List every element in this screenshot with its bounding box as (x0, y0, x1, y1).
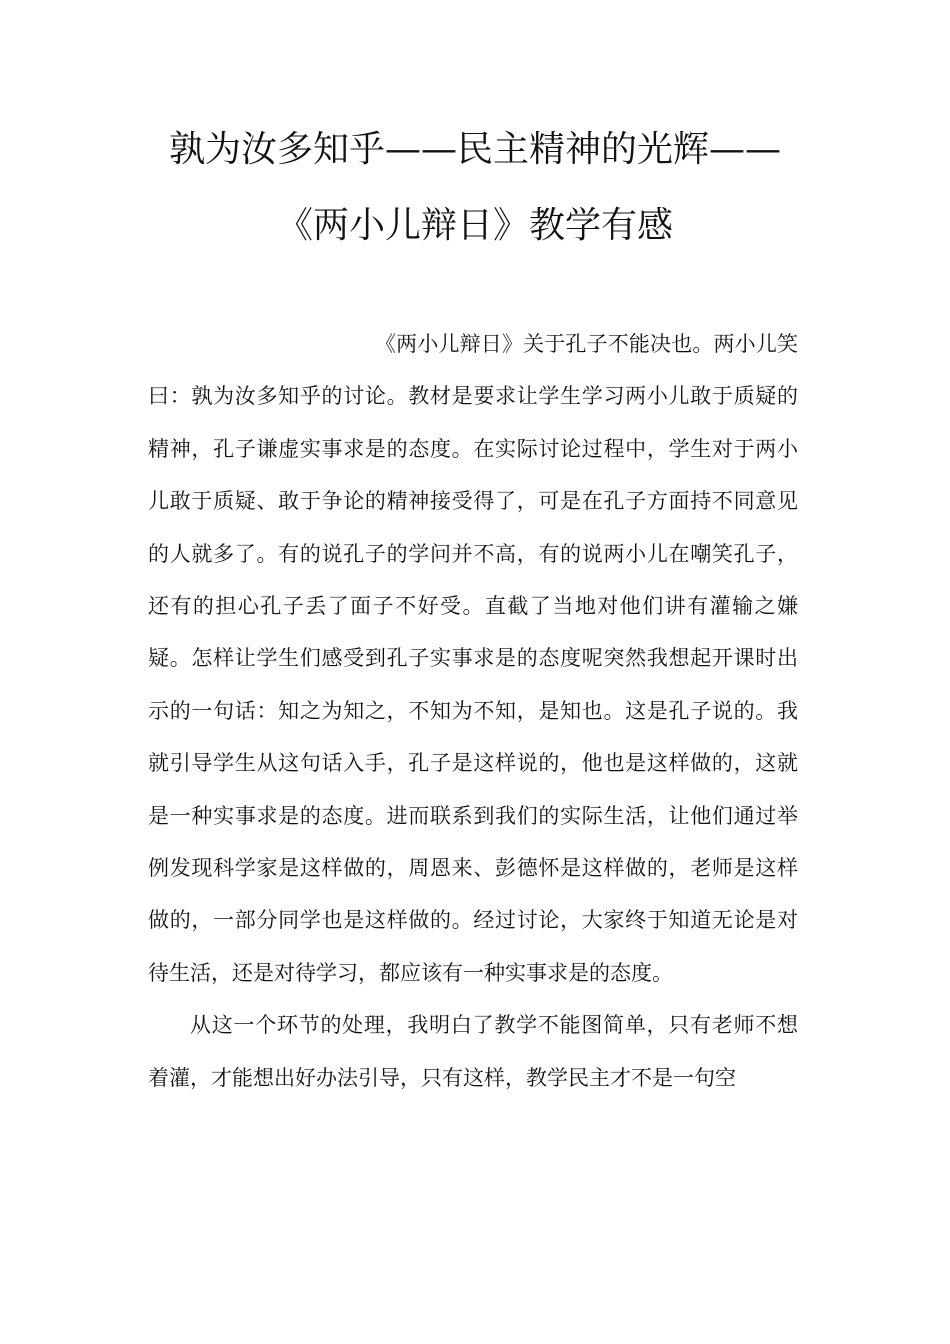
paragraph-2: 从这一个环节的处理，我明白了教学不能图简单，只有老师不想着灌，才能想出好办法引导，只有这样，教学民主才不是一句空 (148, 1013, 798, 1090)
document-body (148, 318, 798, 1104)
paragraph-1: 《两小儿辩日》关于孔子不能决也。两小儿笑曰：孰为汝多知乎的讨论。教材是要求让学生学习两小儿敢于质疑的精神，孔子谦虚实事求是的态度。在实际讨论过程中，学生对于两小儿敢于质疑、敢于争论的精神接受得了，可是在孔子方面持不同意见的人就多了。有的说孔子的学问并不高，有的说两小儿在嘲笑孔子，还有的担心孔子丢了面子不好受。直截了当地对他们讲有灌输之嫌疑。怎样让学生们感受到孔子实事求是的态度呢突然我想起开课时出示的一句话：知之为知之，不知为不知，是知也。这是孔子说的。我就引导学生从这句话入手，孔子是这样说的，他也是这样做的，这就是一种实事求是的态度。进而联系到我们的实际生活，让他们通过举例发现科学家是这样做的，周恩来、彭德怀是这样做的，老师是这样做的，一部分同学也是这样做的。经过讨论，大家终于知道无论是对待生活，还是对待学习，都应该有一种实事求是的态度。 (148, 332, 798, 985)
document-title: 孰为汝多知乎——民主精神的光辉——《两小儿辩日》教学有感 (168, 129, 781, 246)
